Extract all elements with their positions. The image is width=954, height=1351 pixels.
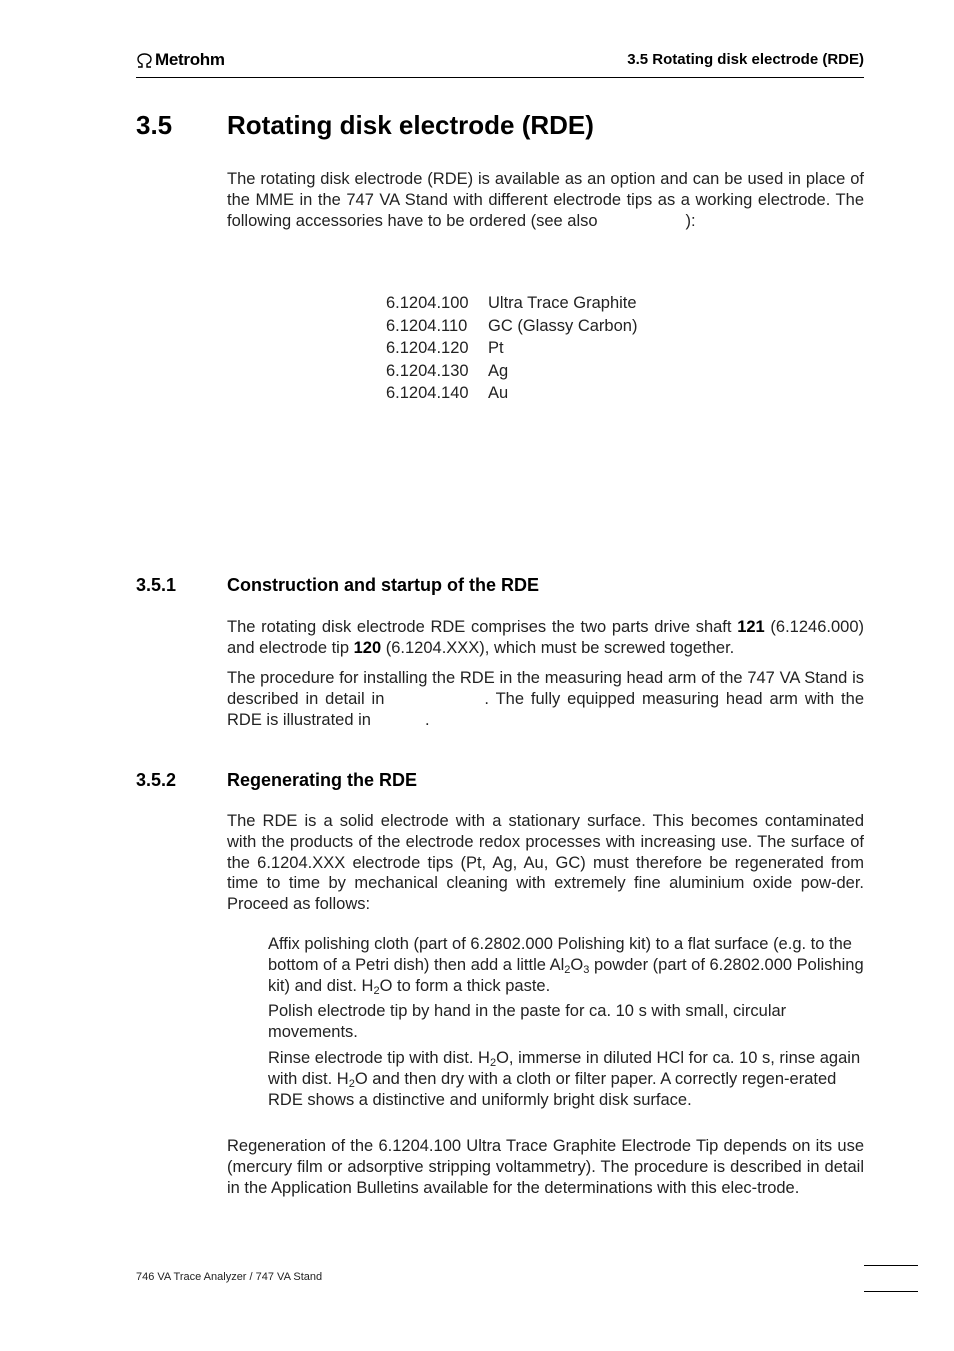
list-item [386,382,637,405]
tip-name: Pt [488,339,504,357]
tip-code: 6.1204.130 [386,361,469,380]
paragraph-text: (6.1246.000) and electrode tip [227,618,864,657]
step-text: Rinse electrode tip with dist. H [268,1048,490,1067]
list-item [386,292,637,315]
procedure-step-1 [268,934,864,996]
omega-logo-icon [136,53,153,68]
list-item [386,360,637,383]
construction-paragraph [227,617,864,659]
regeneration-paragraph: The RDE is a solid electrode with a stationary surface. This becomes contaminated with the products of the electrode redox processes with increasing use. The surface of the 6.1204.XXX electrode tips (Pt, Ag, Au, GC) must therefore be regenerated from time to time by mechanical cleaning with extremely fine aluminium oxide pow-der. Proceed as follows: [227,812,864,914]
subscript: 2 [348,1077,355,1090]
subsection-number: 3.5.2 [136,770,177,790]
tip-name: Au [488,384,509,402]
subscript: 3 [583,963,590,976]
section-number: 3.5 [136,110,173,140]
tip-name: Ag [488,361,509,380]
electrode-tip-list [386,292,637,405]
part-number-drive-shaft: 121 [737,618,765,636]
procedure-step-3 [268,1048,864,1110]
footer-divider-bottom [864,1291,918,1292]
section-title: Rotating disk electrode (RDE) [227,110,594,140]
tip-code: 6.1204.100 [386,294,469,312]
subsection-title: Construction and startup of the RDE [227,575,539,595]
subscript: 2 [564,963,571,976]
step-text: O [570,955,584,974]
graphite-tip-paragraph: Regeneration of the 6.1204.100 Ultra Trace Graphite Electrode Tip depends on its use (mercury film or adsorptive stripping voltammetry). The procedure is described in detail in the Application Bulletins available for the determinations with this elec-trode. [227,1137,864,1197]
step-text: O and then dry with a cloth or filter paper. A correctly regen-erated RDE shows a distinctive and uniformly bright disk surface. [268,1069,837,1109]
intro-paragraph [227,169,864,231]
list-item [386,337,637,360]
footer-divider-top [864,1265,918,1266]
subscript: 2 [489,1056,497,1069]
paragraph-text: (6.1204.XXX), which must be screwed together. [385,638,735,657]
paragraph-text: . [424,710,430,729]
step-text: Affix polishing cloth (part of 6.2802.000 Polishing kit) to a flat surface (e.g. to the bottom of a Petri dish) then add a little Al [268,935,852,974]
tip-code: 6.1204.140 [386,384,469,402]
running-header: 3.5 Rotating disk electrode (RDE) [627,51,864,68]
part-number-electrode-tip: 120 [353,638,382,657]
brand-logo [136,50,225,70]
brand-name: Metrohm [155,50,225,69]
tip-code: 6.1204.120 [386,339,469,357]
subsection-number: 3.5.1 [136,575,177,595]
paragraph-text: The procedure for installing the RDE in the measuring head arm of the 747 VA Stand is described in detail in [227,669,864,708]
intro-text: The rotating disk electrode (RDE) is available as an option and can be used in place of the MME in the 747 VA Stand with different electrode tips as a working electrode. The following accessories have to be ordered (see also [227,170,864,230]
step-text: O to form a thick paste. [379,976,551,995]
tip-name: GC (Glassy Carbon) [488,316,638,335]
procedure-steps [268,934,864,1115]
step-text: O, immerse in diluted HCl for ca. 10 s, rinse again with dist. H [268,1048,861,1088]
header-divider [136,77,864,78]
tip-code: 6.1204.110 [386,316,468,335]
subscript: 2 [373,984,380,997]
step-text: powder (part of 6.2802.000 Polishing kit) and dist. H [268,955,864,995]
subsection-title: Regenerating the RDE [227,770,418,790]
footer-document-title: 746 VA Trace Analyzer / 747 VA Stand [136,1271,323,1283]
paragraph-text: The rotating disk electrode RDE comprises the two parts drive shaft [227,618,732,636]
list-item [386,315,637,338]
procedure-step-2: Polish electrode tip by hand in the paste for ca. 10 s with small, circular movements. [268,1002,787,1042]
intro-tail: ): [685,211,696,230]
installation-paragraph [227,668,864,730]
tip-name: Ultra Trace Graphite [488,294,637,312]
paragraph-text: . The fully equipped measuring head arm with the RDE is illustrated in [227,689,864,729]
